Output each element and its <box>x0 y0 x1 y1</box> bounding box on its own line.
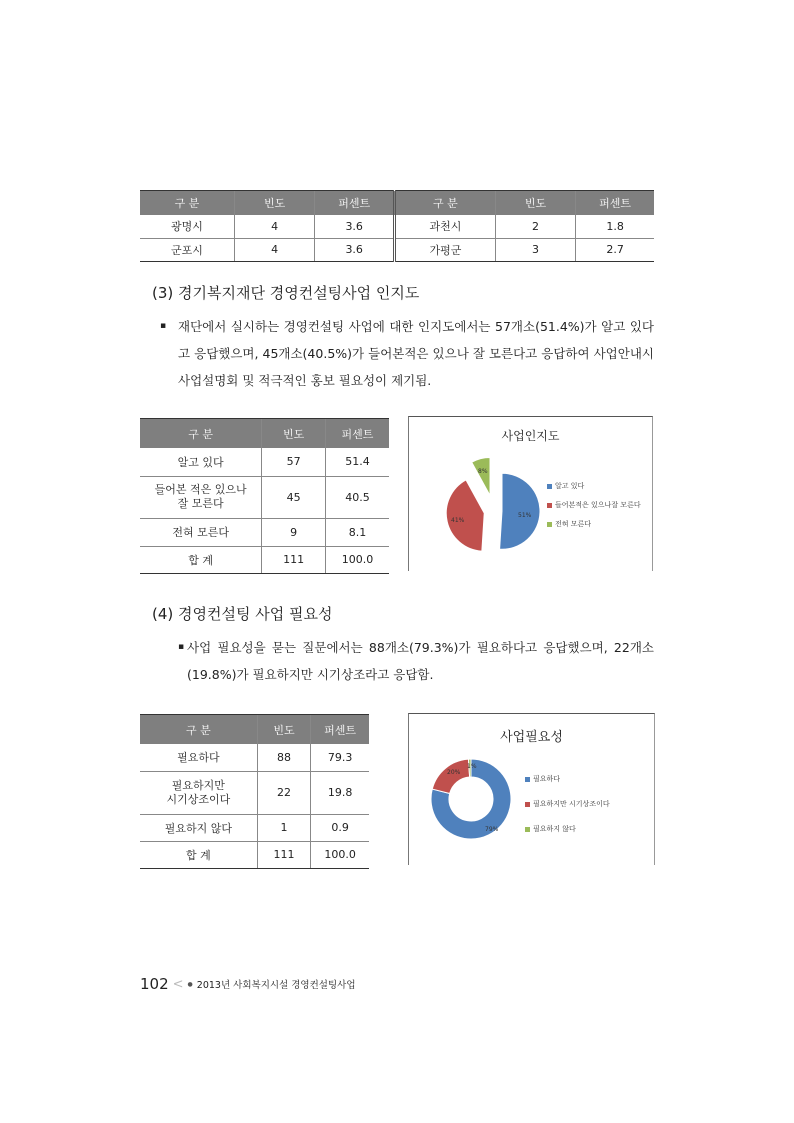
cell: 전혀 모른다 <box>140 518 262 546</box>
chevron-left-icon: < <box>172 976 184 992</box>
cell: 111 <box>257 841 311 868</box>
cell: 필요하다 <box>140 744 257 771</box>
cell: 51.4 <box>325 448 389 476</box>
cell: 1 <box>257 814 311 841</box>
legend-item <box>525 799 610 809</box>
section3-heading: (3) 경기복지재단 경영컨설팅사업 인지도 <box>152 284 420 302</box>
page-number: 102 <box>140 975 169 993</box>
cell: 8.1 <box>325 518 389 546</box>
table-row <box>140 448 389 476</box>
necessity-chart <box>408 713 655 865</box>
cell: 4 <box>234 238 314 261</box>
table-row <box>140 238 654 261</box>
legend-swatch <box>547 484 552 489</box>
legend-swatch <box>525 827 530 832</box>
legend-item <box>547 519 641 529</box>
cell: 0.9 <box>311 814 369 841</box>
cell: 2.7 <box>576 238 654 261</box>
cell: 111 <box>262 546 326 573</box>
cell: 과천시 <box>395 215 496 238</box>
cell: 88 <box>257 744 311 771</box>
legend-label: 알고 있다 <box>555 482 585 490</box>
legend-label: 필요하다 <box>533 775 561 783</box>
cell: 군포시 <box>140 238 234 261</box>
cell: 합 계 <box>140 841 257 868</box>
data-label: 41% <box>451 517 465 524</box>
table-row <box>140 814 369 841</box>
pie-slice <box>446 480 484 551</box>
cell: 광명시 <box>140 215 234 238</box>
chart-title: 사업필요성 <box>500 730 563 745</box>
cell: 가평군 <box>395 238 496 261</box>
legend-label: 들어본적은 있으나잘 모른다 <box>555 501 641 509</box>
legend <box>525 774 610 843</box>
legend-label: 필요하지 않다 <box>533 825 576 833</box>
legend-swatch <box>525 802 530 807</box>
cell: 100.0 <box>325 546 389 573</box>
col-header: 구 분 <box>140 419 262 449</box>
col-header: 구 분 <box>140 715 257 745</box>
table-row <box>140 215 654 238</box>
col-header: 빈도 <box>257 715 311 745</box>
legend-label: 전혀 모른다 <box>555 520 592 528</box>
section4-heading: (4) 경영컨설팅 사업 필요성 <box>152 605 333 623</box>
awareness-chart <box>408 416 653 571</box>
cell: 3 <box>495 238 575 261</box>
section4-paragraph: 사업 필요성을 묻는 질문에서는 88개소(79.3%)가 필요하다고 응답했으며, 22개소(19.8%)가 필요하지만 시기상조라고 응답함. <box>187 640 654 682</box>
col-header: 퍼센트 <box>325 419 389 449</box>
cell: 9 <box>262 518 326 546</box>
legend-item <box>547 481 641 491</box>
awareness-table <box>140 418 389 574</box>
table-row <box>140 841 369 868</box>
table-row <box>140 476 389 518</box>
bullet-icon: ▪ <box>160 321 167 331</box>
pie-slice <box>472 458 490 496</box>
cell: 합 계 <box>140 546 262 573</box>
cell: 79.3 <box>311 744 369 771</box>
cell: 57 <box>262 448 326 476</box>
cell: 45 <box>262 476 326 518</box>
legend-item <box>525 824 610 834</box>
top-table <box>140 190 654 262</box>
cell: 100.0 <box>311 841 369 868</box>
bullet-icon: ▪ <box>178 642 185 652</box>
section3-paragraph: 재단에서 실시하는 경영컨설팅 사업에 대한 인지도에서는 57개소(51.4%)가 알고 있다고 응답했으며, 45개소(40.5%)가 들어본적은 있으나 잘 모른다고 응답하여 사업안내시 사업설명회 및 적극적인 홍보 필요성이 제기됨. <box>178 319 654 388</box>
col-header: 퍼센트 <box>576 191 654 216</box>
legend-item <box>547 500 641 510</box>
col-header: 빈도 <box>262 419 326 449</box>
cell: 2 <box>495 215 575 238</box>
data-label: 51% <box>518 512 532 519</box>
page-footer <box>140 975 356 993</box>
table-row <box>140 546 389 573</box>
col-header: 빈도 <box>234 191 314 216</box>
cell: 알고 있다 <box>140 448 262 476</box>
cell: 40.5 <box>325 476 389 518</box>
footer-title: 2013년 사회복지시설 경영컨설팅사업 <box>196 980 356 991</box>
data-label: 79% <box>485 826 499 833</box>
cell: 들어본 적은 있으나 잘 모른다 <box>140 476 262 518</box>
legend <box>547 481 641 538</box>
legend-swatch <box>547 503 552 508</box>
cell: 19.8 <box>311 771 369 814</box>
col-header: 구 분 <box>395 191 496 216</box>
col-header: 퍼센트 <box>311 715 369 745</box>
legend-swatch <box>547 522 552 527</box>
necessity-table <box>140 714 369 869</box>
table-row <box>140 744 369 771</box>
data-label: 8% <box>478 468 488 475</box>
cell: 1.8 <box>576 215 654 238</box>
legend-item <box>525 774 610 784</box>
pie-slice <box>432 759 469 793</box>
cell: 22 <box>257 771 311 814</box>
cell: 필요하지만 시기상조이다 <box>140 771 257 814</box>
col-header: 구 분 <box>140 191 234 216</box>
cell: 3.6 <box>315 238 395 261</box>
table-row <box>140 518 389 546</box>
data-label: 1% <box>467 763 477 770</box>
col-header: 빈도 <box>495 191 575 216</box>
legend-label: 필요하지만 시기상조이다 <box>533 800 610 808</box>
dot-icon: ● <box>187 980 193 988</box>
cell: 4 <box>234 215 314 238</box>
table-row <box>140 771 369 814</box>
data-label: 20% <box>447 769 461 776</box>
legend-swatch <box>525 777 530 782</box>
cell: 필요하지 않다 <box>140 814 257 841</box>
chart-title: 사업인지도 <box>501 429 560 443</box>
col-header: 퍼센트 <box>315 191 395 216</box>
cell: 3.6 <box>315 215 395 238</box>
